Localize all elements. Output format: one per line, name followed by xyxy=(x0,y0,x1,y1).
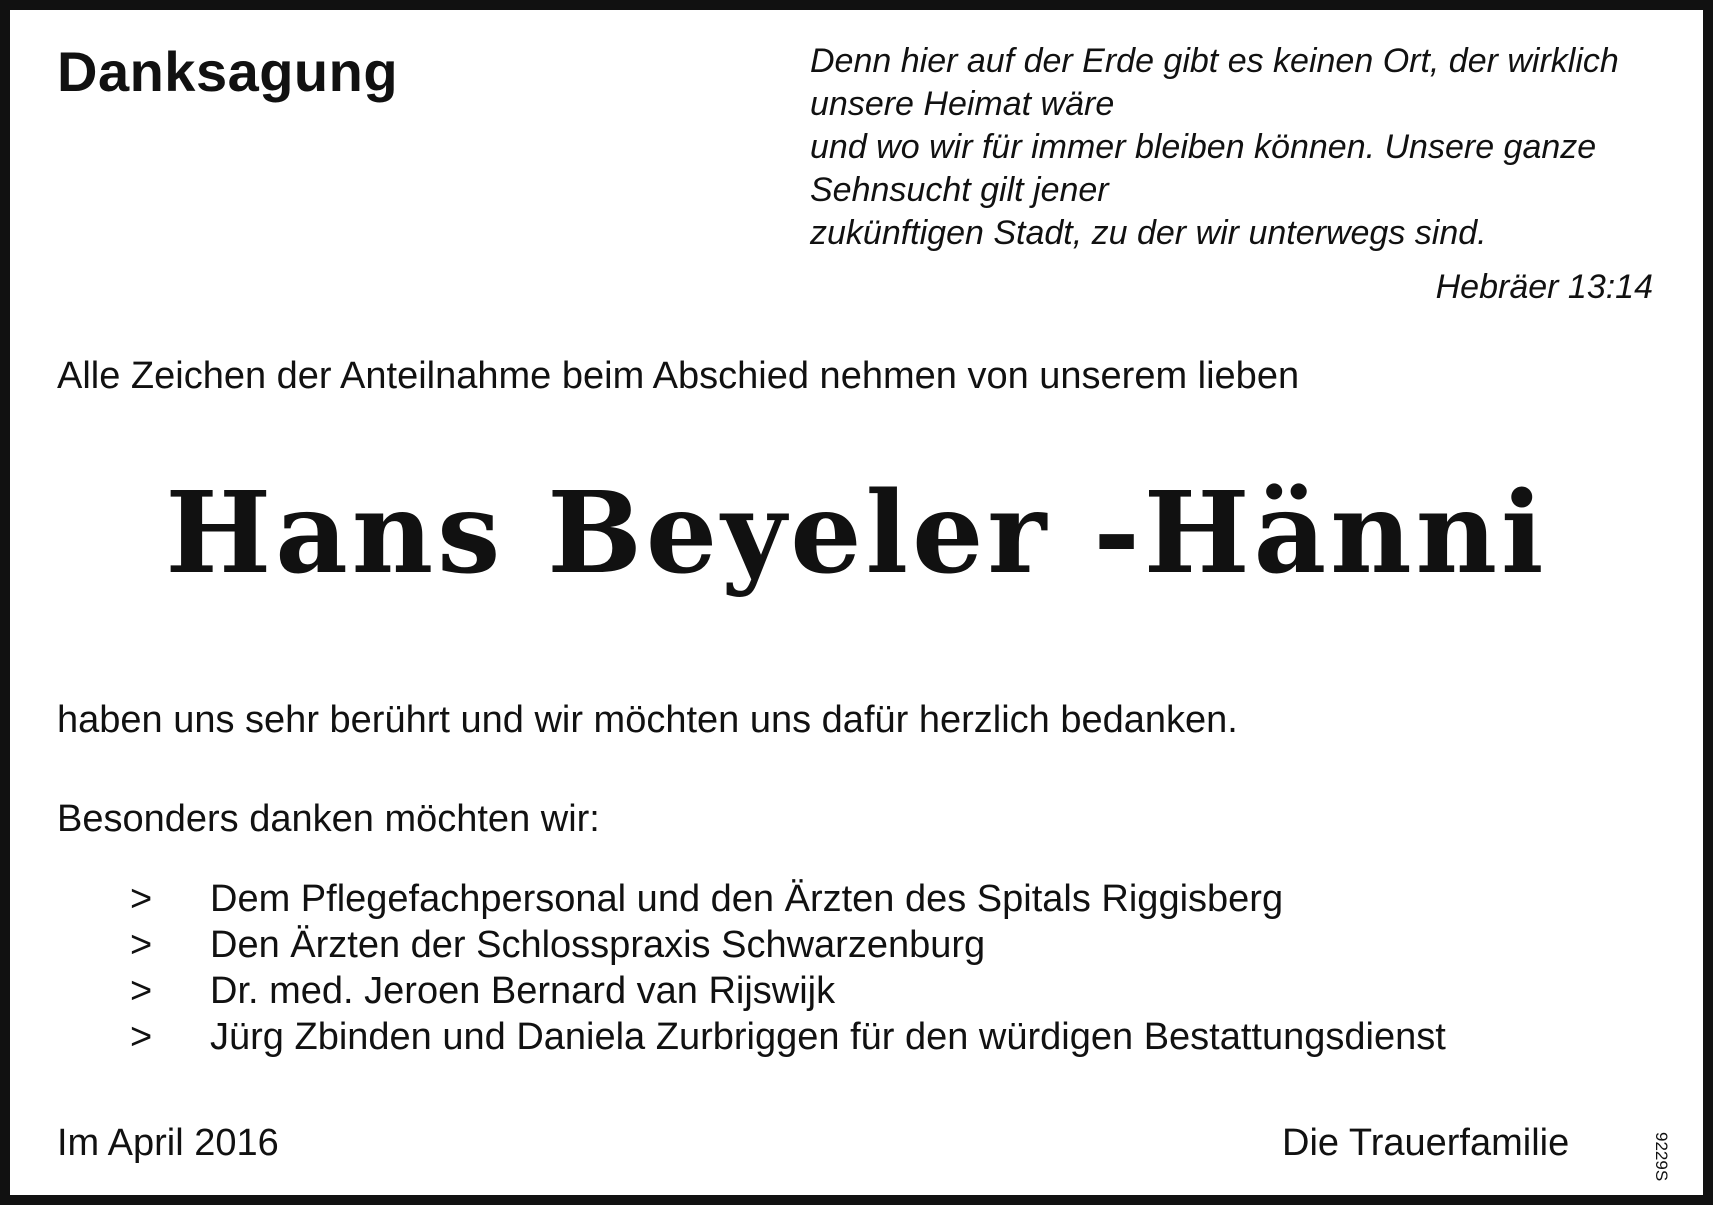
list-marker: > xyxy=(130,924,153,966)
thanks-item-text: Dem Pflegefachpersonal und den Ärzten des Spitals Riggisberg xyxy=(210,878,1284,920)
list-marker: > xyxy=(130,878,153,920)
ad-code: 9229S xyxy=(1652,1132,1671,1182)
verse-line: zukünftigen Stadt, zu der wir unterwegs sind. xyxy=(810,214,1487,252)
special-thanks-intro: Besonders danken möchten wir: xyxy=(57,798,600,840)
thanks-item xyxy=(0,922,1600,968)
thanks-item xyxy=(0,876,1600,922)
thanks-item-text: Jürg Zbinden und Daniela Zurbriggen für den würdigen Bestattungsdienst xyxy=(210,1016,1446,1058)
thanks-item xyxy=(0,1014,1600,1060)
bible-verse xyxy=(810,40,1660,255)
notice-signature: Die Trauerfamilie xyxy=(1282,1122,1570,1164)
verse-line: Denn hier auf der Erde gibt es keinen Ort, der wirklich xyxy=(810,42,1619,80)
verse-line: und wo wir für immer bleiben können. Unsere ganze xyxy=(810,128,1597,166)
list-marker: > xyxy=(130,1016,153,1058)
thanks-item-text: Den Ärzten der Schlosspraxis Schwarzenburg xyxy=(210,924,986,966)
deceased-name: Hans Beyeler -Hänni xyxy=(165,468,1548,599)
intro-text: Alle Zeichen der Anteilnahme beim Abschied nehmen von unserem lieben xyxy=(57,355,1300,397)
list-marker: > xyxy=(130,970,153,1012)
verse-line: Sehnsucht gilt jener xyxy=(810,171,1109,209)
verse-reference: Hebräer 13:14 xyxy=(1435,268,1653,306)
gratitude-text: haben uns sehr berührt und wir möchten uns dafür herzlich bedanken. xyxy=(57,699,1238,741)
verse-line: unsere Heimat wäre xyxy=(810,85,1115,123)
notice-heading: Danksagung xyxy=(57,40,399,103)
thanks-item xyxy=(0,968,1600,1014)
notice-date: Im April 2016 xyxy=(57,1122,279,1164)
thanks-item-text: Dr. med. Jeroen Bernard van Rijswijk xyxy=(210,970,836,1012)
